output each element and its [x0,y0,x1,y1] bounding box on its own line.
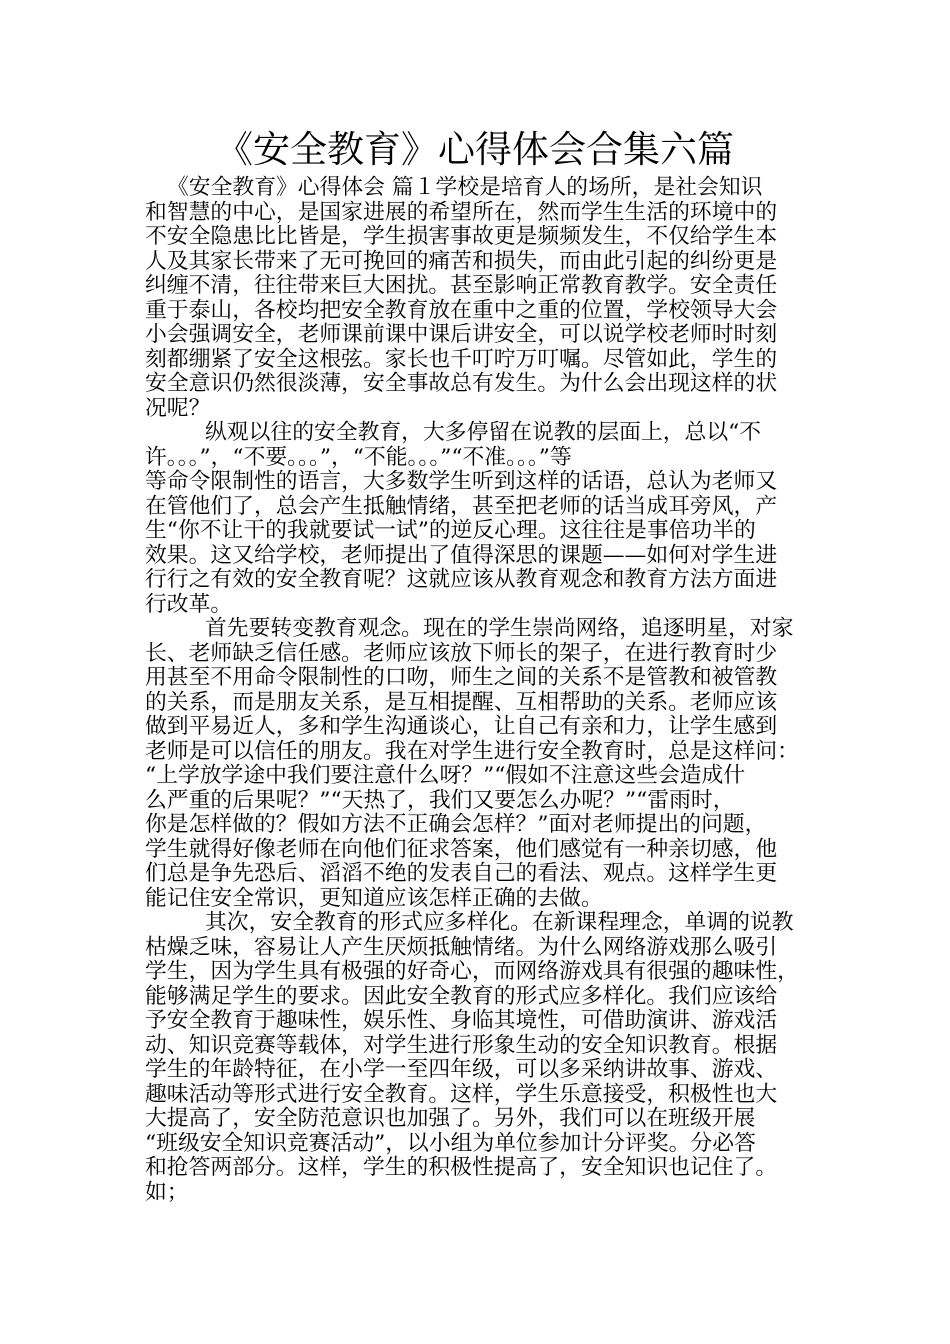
text-line: 学生，因为学生具有极强的好奇心，而网络游戏具有很强的趣味性， [145,959,799,984]
text-line: 其次，安全教育的形式应多样化。在新课程理念，单调的说教 [205,910,794,935]
text-line: 长、老师缺乏信任感。老师应该放下师长的架子，在进行教育时少 [145,640,778,666]
paragraph [145,421,811,617]
text-line: 刻都绷紧了安全这根弦。家长也千叮咛万叮嘱。尽管如此，学生的 [145,346,778,372]
text-line: 和抢答两部分。这样，学生的积极性提高了，安全知识也记住了。 [145,1155,778,1180]
text-line: 人及其家长带来了无可挽回的痛苦和损失，而由此引起的纠纷更是 [145,248,778,274]
text-line: 予安全教育于趣味性，娱乐性、身临其境性，可借助演讲、游戏活 [145,1008,778,1033]
text-line: 在管他们了，总会产生抵触情绪，甚至把老师的话当成耳旁风，产 [145,493,778,519]
text-line: “上学放学途中我们要注意什么呀？”“假如不注意这些会造成什 [145,763,746,788]
paragraph [145,176,811,421]
text-line: 效果。这又给学校，老师提出了值得深思的课题——如何对学生进 [145,542,778,568]
text-line: 们总是争先恐后、滔滔不绝的发表自己的看法、观点。这样学生更 [145,861,778,886]
text-line: “班级安全知识竞赛活动”，以小组为单位参加计分评奖。分必答 [145,1130,756,1156]
text-line: 许。。。”，“不要。。。”，“不能。。。”“不准。。。”等 [145,444,572,470]
text-line: 能够满足学生的要求。因此安全教育的形式应多样化。我们应该给 [145,983,778,1009]
text-line: 安全意识仍然很淡薄，安全事故总有发生。为什么会出现这样的状 [145,371,778,396]
text-line: 能记住安全常识，更知道应该怎样正确的去做。 [145,885,603,911]
text-line: 生“你不让干的我就要试一试”的逆反心理。这往往是事倍功半的 [145,518,756,543]
text-line: 你是怎样做的？假如方法不正确会怎样？”面对老师提出的问题， [145,812,767,837]
text-line: 老师是可以信任的朋友。我在对学生进行安全教育时，总是这样问： [145,738,799,764]
text-line: 首先要转变教育观念。现在的学生崇尚网络，追逐明星，对家 [205,616,794,641]
text-line: 行行之有效的安全教育呢？这就应该从教育观念和教育方法方面进 [145,567,778,592]
text-line: 学生的年龄特征，在小学一至四年级，可以多采纳讲故事、游戏、 [145,1057,778,1082]
text-line: 等命令限制性的语言，大多数学生听到这样的话语，总认为老师又 [145,469,778,494]
text-line: 纵观以往的安全教育，大多停留在说教的层面上，总以“不 [205,420,762,445]
text-line: 枯燥乏味，容易让人产生厌烦抵触情绪。为什么网络游戏那么吸引 [145,934,778,960]
text-line: 小会强调安全，老师课前课中课后讲安全，可以说学校老师时时刻 [145,322,778,347]
text-line: 的关系，而是朋友关系，是互相提醒、互相帮助的关系。老师应该 [145,689,778,715]
document-title: 《安全教育》心得体会合集六篇 [216,128,734,171]
text-line: 么严重的后果呢？”“天热了，我们又要怎么办呢？”“雷雨时， [145,787,735,813]
document-body [145,176,811,1205]
paragraph [145,617,811,911]
text-line: 做到平易近人，多和学生沟通谈心，让自己有亲和力，让学生感到 [145,714,778,739]
text-line: 和智慧的中心，是国家进展的希望所在，然而学生生活的环境中的 [145,199,778,225]
text-line: 趣味活动等形式进行安全教育。这样，学生乐意接受，积极性也大 [145,1081,778,1107]
text-line: 动、知识竞赛等载体，对学生进行形象生动的安全知识教育。根据 [145,1032,778,1058]
text-line: 学生就得好像老师在向他们征求答案，他们感觉有一种亲切感，他 [145,836,778,862]
text-line: 重于泰山，各校均把安全教育放在重中之重的位置，学校领导大会 [145,297,778,323]
text-line: 用甚至不用命令限制性的口吻，师生之间的关系不是管教和被管教 [145,665,778,690]
text-line: 纠缠不清，往往带来巨大困扰。甚至影响正常教育教学。安全责任 [145,273,778,298]
paragraph [145,911,811,1205]
text-line: 如； [145,1179,189,1205]
text-line: 行改革。 [145,591,233,617]
text-line: 《安全教育》心得体会 篇１学校是培育人的场所，是社会知识 [167,175,763,200]
text-line: 况呢？ [145,395,211,421]
text-line: 大提高了，安全防范意识也加强了。另外，我们可以在班级开展 [145,1106,756,1131]
text-line: 不安全隐患比比皆是，学生损害事故更是频频发生，不仅给学生本 [145,224,778,249]
